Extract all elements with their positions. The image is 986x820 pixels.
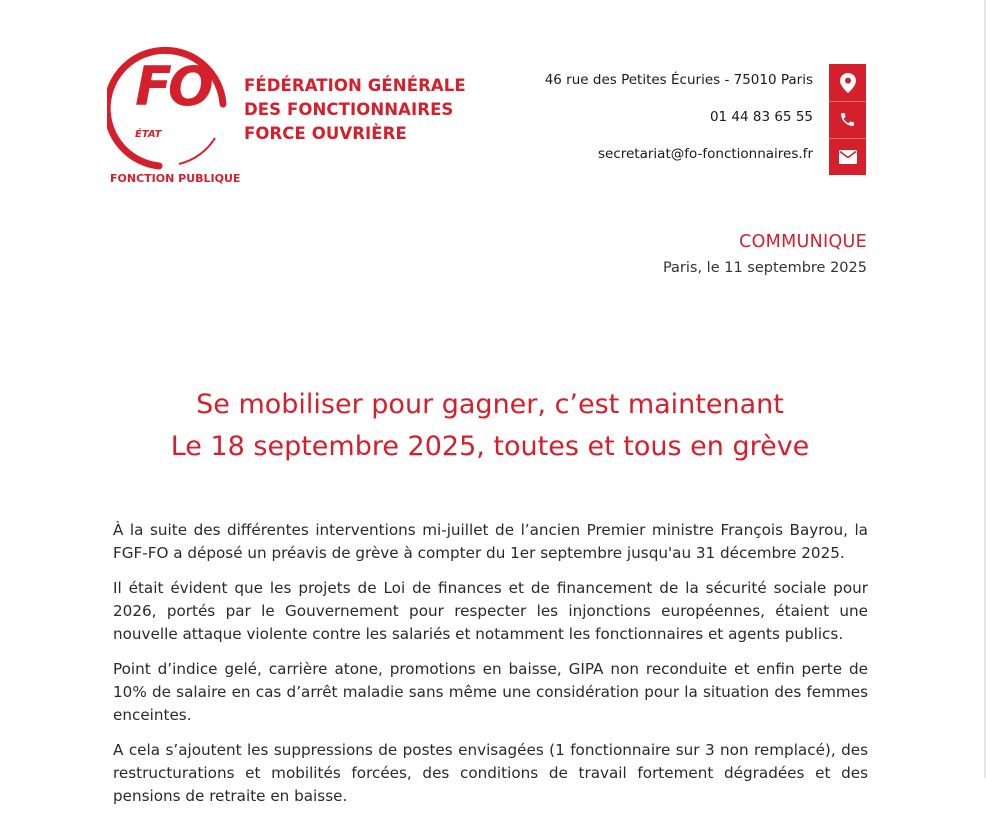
logo-letters: FO	[135, 55, 210, 118]
paragraph: A cela s’ajoutent les suppressions de postes envisagées (1 fonctionnaire sur 3 non remplacé), des restructurations et mobilités forcées, des conditions de travail fortement dégradées et des pensions de retraite en baisse.	[113, 741, 868, 805]
contact-icon-bar	[829, 64, 866, 175]
document-type: COMMUNIQUE	[739, 232, 867, 252]
phone-icon	[829, 101, 866, 138]
logo-caption: FONCTION PUBLIQUE	[110, 172, 241, 185]
organisation-name	[244, 74, 466, 146]
contact-address: 46 rue des Petites Écuries - 75010 Paris	[544, 72, 813, 88]
location-pin-icon	[829, 64, 866, 101]
org-line-2: DES FONCTIONNAIRES	[244, 100, 454, 119]
logo-sub: ÉTAT	[135, 129, 162, 140]
contact-phone[interactable]: 01 44 83 65 55	[709, 109, 813, 125]
title-line-1: Se mobiliser pour gagner, c’est maintenant	[196, 389, 784, 420]
contact-email[interactable]: secretariat@fo-fonctionnaires.fr	[597, 146, 813, 162]
fo-logo	[107, 46, 241, 191]
org-line-3: FORCE OUVRIÈRE	[244, 124, 407, 143]
org-line-1: FÉDÉRATION GÉNÉRALE	[244, 76, 466, 95]
title-line-2: Le 18 septembre 2025, toutes et tous en grève	[170, 431, 810, 462]
body-text	[113, 519, 868, 820]
dateline: Paris, le 11 septembre 2025	[662, 260, 867, 276]
paragraph: Point d’indice gelé, carrière atone, promotions en baisse, GIPA non reconduite et enfin perte de 10% de salaire en cas d’arrêt maladie sans même une considération pour la situation des femmes enceintes.	[113, 660, 868, 724]
mail-icon	[829, 138, 866, 175]
paragraph: À la suite des différentes interventions mi-juillet de l’ancien Premier ministre François Bayrou, la FGF-FO a déposé un préavis de grève à compter du 1er septembre jusqu'au 31 décembre 2025.	[113, 521, 868, 562]
paragraph: Il était évident que les projets de Loi de finances et de financement de la sécurité sociale pour 2026, portés par le Gouvernement pour respecter les injonctions européennes, étaient une nouvelle attaque violente contre les salariés et notamment les fonctionnaires et agents publics.	[113, 579, 868, 643]
